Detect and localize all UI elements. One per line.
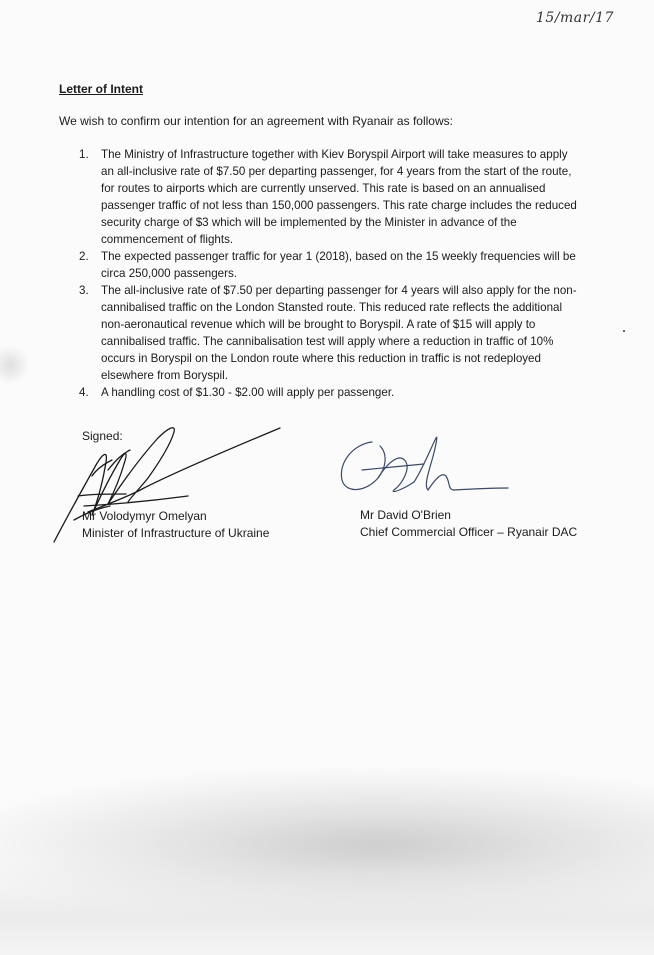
term-line: passenger traffic of not less than 150,000 passengers. This rate charge includes the reduced — [101, 199, 577, 212]
term-line: security charge of $3 which will be implemented by the Minister in advance of the — [101, 216, 517, 229]
signature-right-image — [332, 432, 512, 502]
term-line: The Ministry of Infrastructure together with Kiev Boryspil Airport will take measures to apply — [101, 148, 568, 161]
term-line: A handling cost of $1.30 - $2.00 will apply per passenger. — [101, 386, 395, 399]
term-number: 2. — [79, 250, 89, 263]
term-number: 4. — [79, 386, 89, 399]
terms-list — [79, 146, 609, 401]
term-number: 3. — [79, 284, 89, 297]
letter-intro: We wish to confirm our intention for an agreement with Ryanair as follows: — [59, 114, 453, 128]
signatory-left-title: Minister of Infrastructure of Ukraine — [82, 526, 270, 540]
term-item-2 — [79, 248, 609, 282]
term-line: The expected passenger traffic for year 1 (2018), based on the 15 weekly frequencies will be — [101, 250, 576, 263]
scan-smudge — [0, 345, 30, 385]
handwritten-date-text: 15/mar/17 — [536, 10, 614, 26]
term-item-1 — [79, 146, 609, 248]
signed-label: Signed: — [82, 429, 123, 443]
term-line: elsewhere from Boryspil. — [101, 369, 228, 382]
signatory-right — [360, 507, 577, 541]
term-item-3 — [79, 282, 609, 384]
term-line: for routes to airports which are currently unserved. This rate is based on an annualised — [101, 182, 546, 195]
term-line: non-aeronautical revenue which will be brought to Boryspil. A rate of $15 will apply to — [101, 318, 536, 331]
letter-title: Letter of Intent — [59, 82, 143, 96]
term-line: occurs in Boryspil on the London route where this reduction in traffic is not redeployed — [101, 352, 541, 365]
handwritten-date — [536, 10, 626, 40]
signatory-right-name: Mr David O'Brien — [360, 508, 451, 522]
term-line: cannibalised traffic on the London Stansted route. This reduced rate reflects the additional — [101, 301, 563, 314]
term-line: The all-inclusive rate of $7.50 per departing passenger for 4 years will also apply for the non- — [101, 284, 577, 297]
term-line: commencement of flights. — [101, 233, 234, 246]
signatory-right-title: Chief Commercial Officer – Ryanair DAC — [360, 525, 578, 539]
scan-shadow-bottom — [0, 860, 654, 955]
term-line: cannibalised traffic. The cannibalisation test will apply where a reduction in traffic of 10% — [101, 335, 554, 348]
term-line: circa 250,000 passengers. — [101, 267, 237, 280]
term-item-4 — [79, 384, 609, 401]
signatory-left-name: Mr Volodymyr Omelyan — [82, 509, 207, 523]
scan-speck — [623, 330, 625, 332]
term-number: 1. — [79, 148, 89, 161]
signatory-left — [82, 508, 269, 542]
term-line: an all-inclusive rate of $7.50 per departing passenger, for 4 years from the start of the route, — [101, 165, 572, 178]
